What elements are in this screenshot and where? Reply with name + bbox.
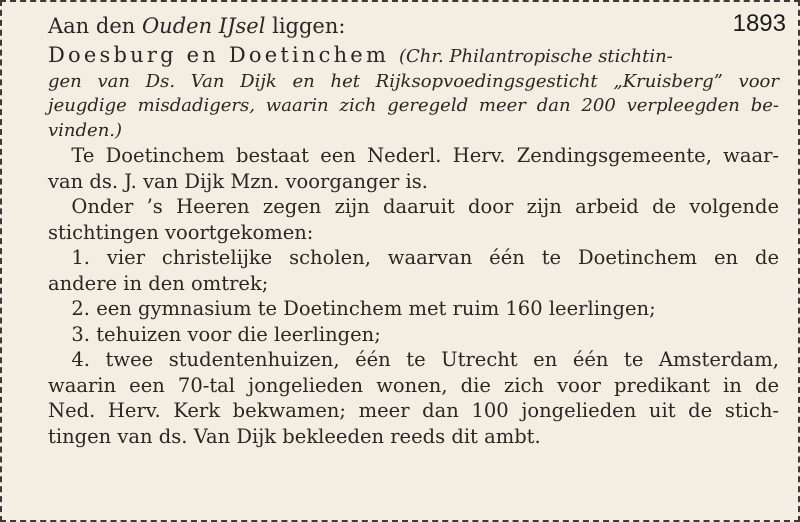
text-block [48,12,779,449]
list-item-1-line-1: 1. vier christelijke scholen, waarvan één te Doetinchem en de [71,246,779,269]
heading-suffix: liggen: [265,14,346,38]
year-label: 1893 [732,10,786,37]
paragraph-1-line-2: van ds. J. van Dijk Mzn. voorganger is. [48,169,428,193]
list-item-4-line-3: Ned. Herv. Kerk bekwamen; meer dan 100 jongelieden uit de stich- [48,399,779,422]
list-item-4-line-1: 4. twee studentenhuizen, één te Utrecht en één te Amsterdam, [71,348,779,371]
subheading-line [48,43,779,70]
note-line-1: gen van Ds. Van Dijk en het Rijksopvoedingsgesticht „Kruisberg” voor [48,70,779,92]
list-item-2: 2. een gymnasium te Doetinchem met ruim 160 leerlingen; [71,297,656,320]
heading [48,12,779,41]
note-line-2: jeugdige misdadigers, waarin zich geregeld meer dan 200 verpleegden be- [48,95,779,116]
note-line-3: vinden.) [48,119,123,141]
paragraph-2-line-1: Onder ’s Heeren zegen zijn daaruit door zijn arbeid de volgende [71,195,779,218]
subheading: Doesburg en Doetinchem [48,43,390,67]
subheading-note: (Chr. Philantropische stichtin- [398,46,673,67]
list-item-4-line-4: tingen van ds. Van Dijk bekleeden reeds dit ambt. [48,424,541,448]
list-item-1-line-2: andere in den omtrek; [48,271,269,295]
list-item-4-line-2: waarin een 70-tal jongelieden wonen, die zich voor predikant in de [48,373,779,397]
list-item-3: 3. tehuizen voor die leerlingen; [71,322,381,346]
paragraph-1-line-1: Te Doetinchem bestaat een Nederl. Herv. Zendingsgemeente, waar- [71,144,779,167]
heading-river: Ouden IJsel [141,14,266,38]
heading-prefix: Aan den [48,14,142,38]
paragraph-2-line-2: stichtingen voortgekomen: [48,220,314,244]
